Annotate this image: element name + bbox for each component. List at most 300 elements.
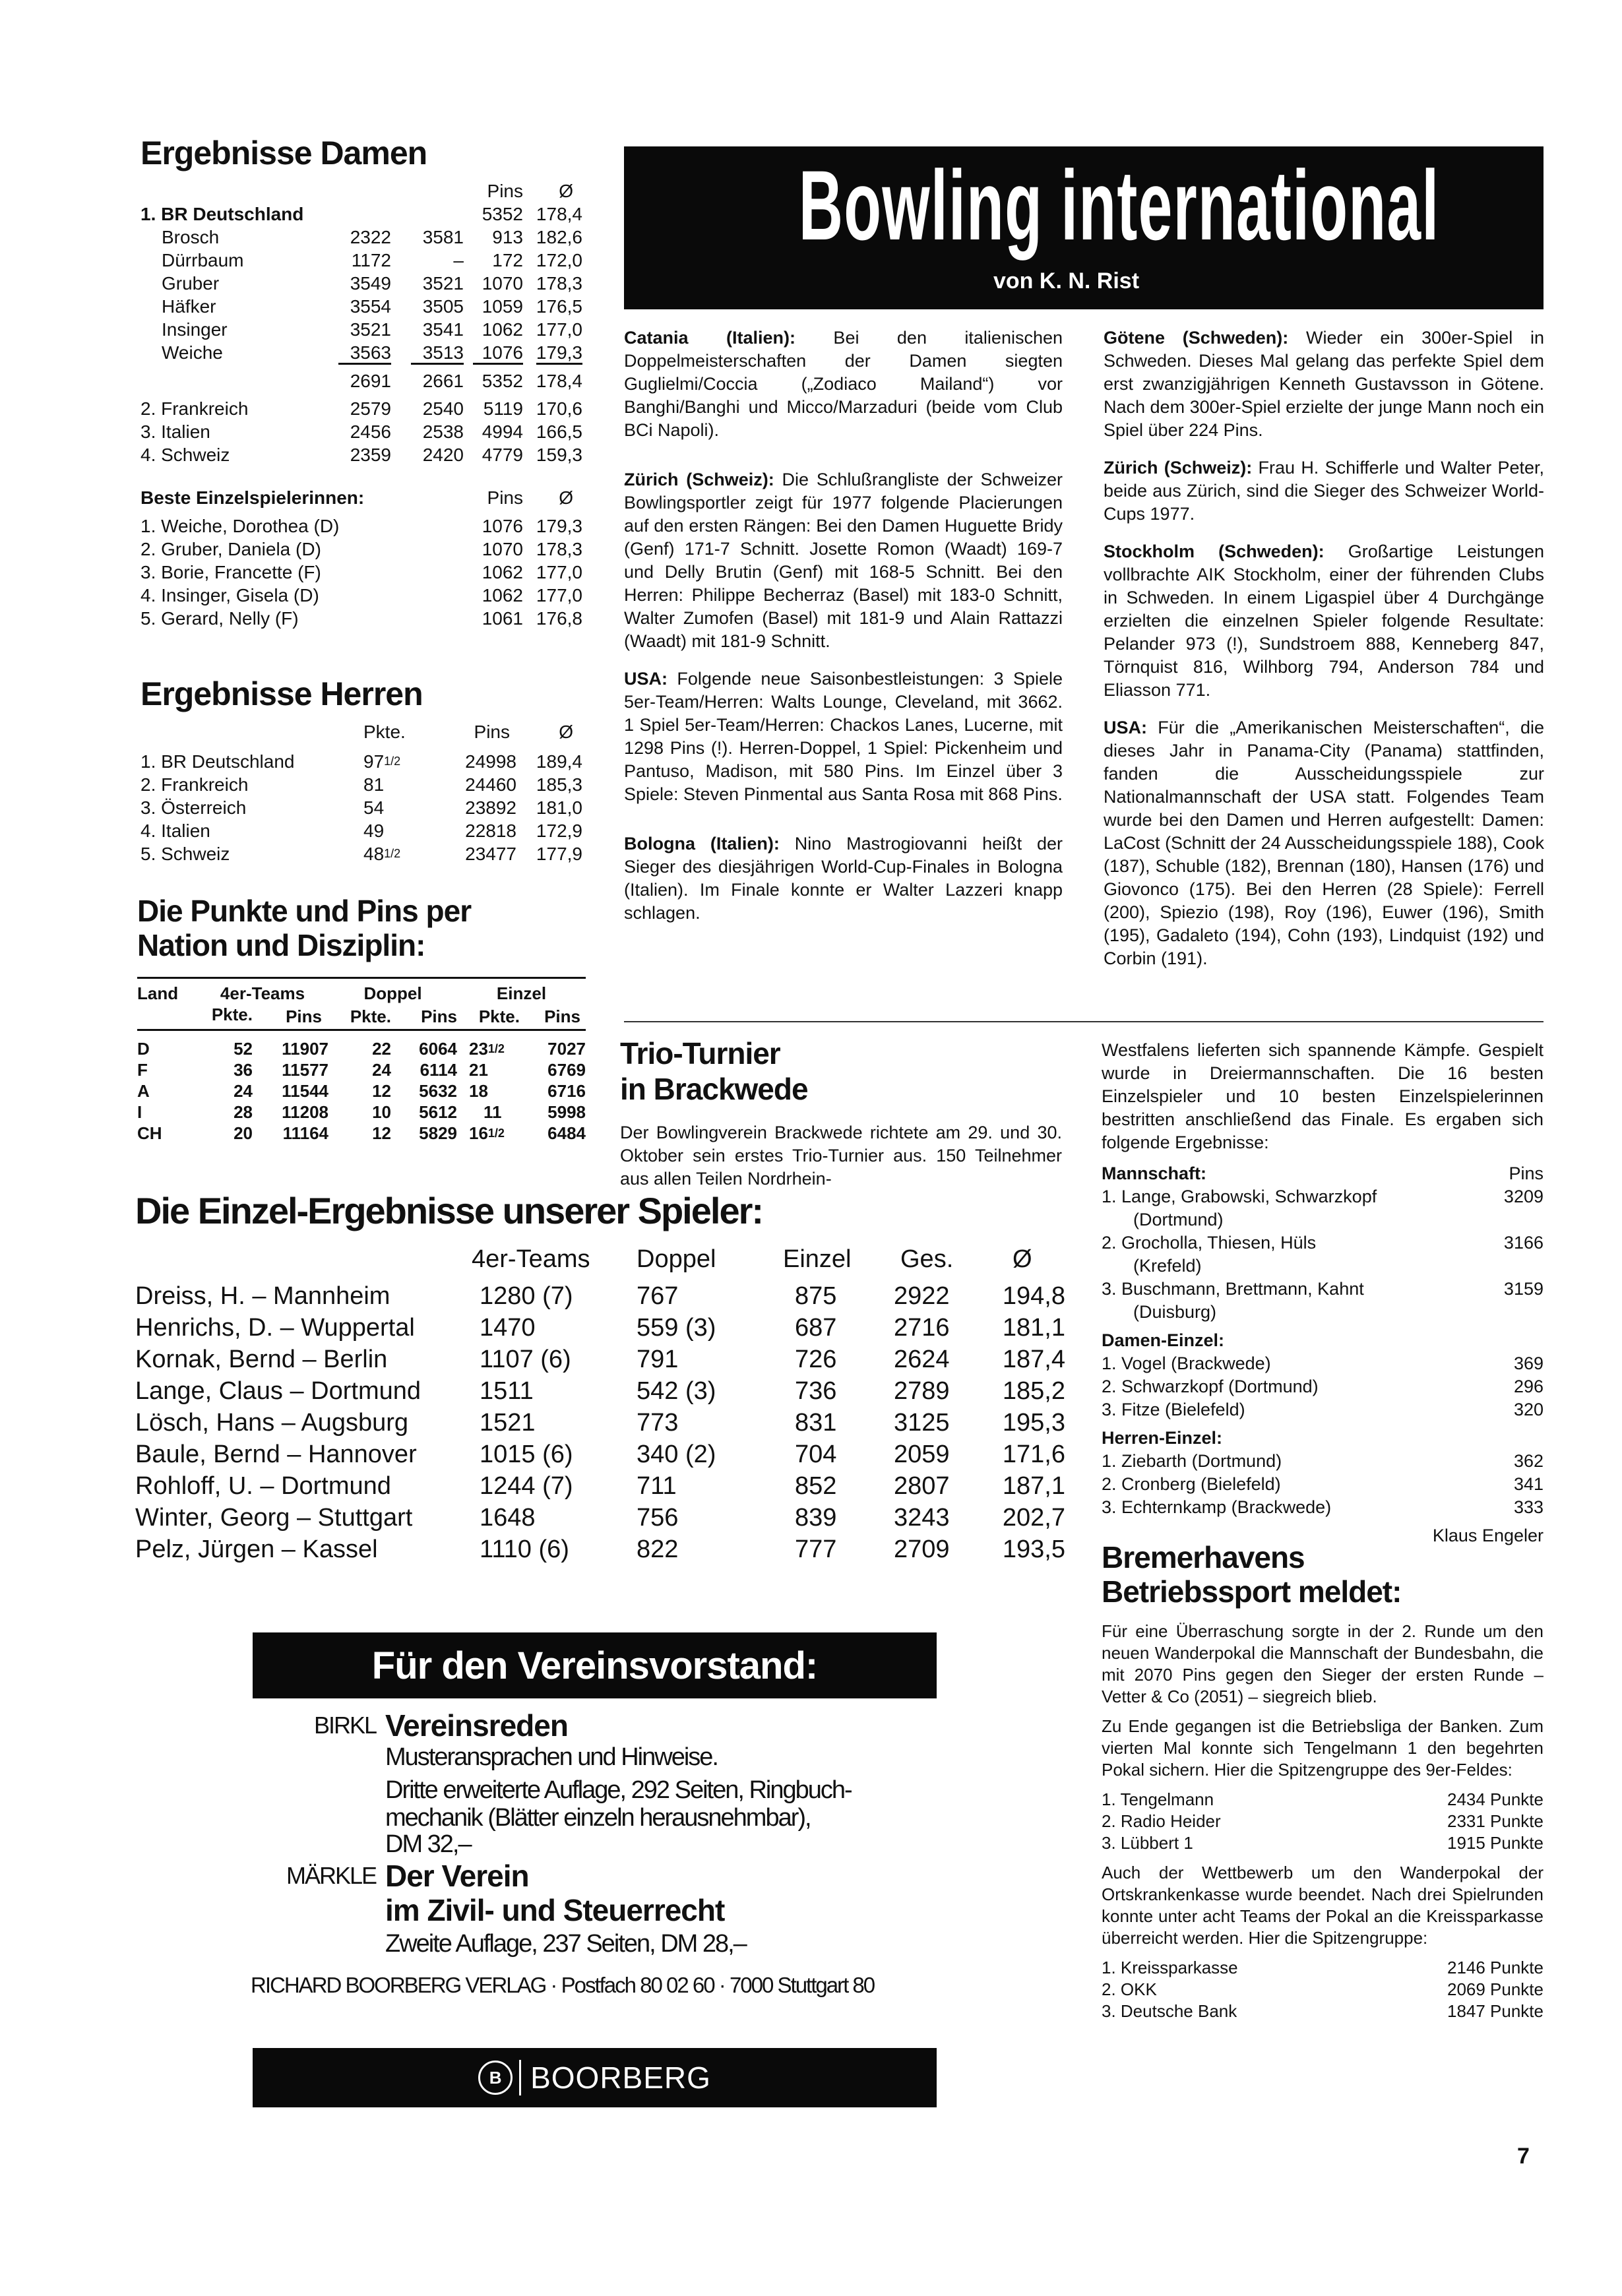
cell: 49: [363, 821, 385, 841]
cell: 11: [483, 1101, 502, 1122]
bremerhaven-title-line2: Betriebssport meldet:: [1102, 1574, 1402, 1609]
cell: Dürrbaum: [162, 250, 244, 270]
cell: 2789: [894, 1377, 950, 1405]
table-row: [140, 842, 582, 865]
cell: I: [137, 1101, 142, 1122]
damen-section: [140, 135, 582, 630]
col-einzel: Einzel: [783, 1245, 852, 1273]
mannschaft-header: [1102, 1162, 1544, 1185]
team-points: 1915 Punkte: [1447, 1833, 1544, 1853]
cell: 2709: [894, 1535, 950, 1563]
cell: 1062: [482, 319, 523, 340]
cell: 193,5: [1002, 1535, 1065, 1563]
list-item: [1102, 1278, 1544, 1324]
cell: 3581: [422, 227, 464, 247]
table-row: [135, 1312, 1065, 1344]
trio-title-line1: Trio-Turnier: [620, 1036, 780, 1070]
cell: 172,9: [536, 821, 582, 841]
cell: 791: [637, 1345, 679, 1373]
cell: 773: [637, 1408, 679, 1437]
book-author: MÄRKLE: [286, 1862, 376, 1889]
cell: 3. Italien: [140, 421, 210, 442]
damen-header-row: [140, 179, 582, 202]
cell: 5352: [482, 204, 523, 224]
cell: 2. Frankreich: [140, 774, 249, 795]
ad-books: [251, 1708, 950, 1999]
team-name: 3. Deutsche Bank: [1102, 2001, 1237, 2021]
total-row: [140, 364, 582, 397]
cell: 4779: [482, 445, 523, 465]
cell: 852: [795, 1472, 837, 1500]
team-name: 2. Grocholla, Thiesen, Hüls: [1102, 1233, 1317, 1253]
table-row: [135, 1344, 1065, 1375]
table-row: [140, 584, 582, 607]
cell: 172,0: [536, 250, 582, 270]
team-points: 2146 Punkte: [1447, 1958, 1544, 1977]
cell: 3505: [422, 296, 464, 317]
news-lead: USA:: [1104, 718, 1147, 737]
cell: 21: [469, 1059, 488, 1080]
cell: 542 (3): [637, 1377, 716, 1405]
fraction: 1/2: [487, 1041, 505, 1055]
team-name: 1. BR Deutschland: [140, 204, 304, 224]
table-row: [137, 1038, 586, 1059]
cell: 177,0: [536, 585, 582, 605]
col-avg: Ø: [559, 487, 573, 508]
col-avg: Ø: [559, 181, 573, 201]
cell: 16: [469, 1123, 488, 1143]
cell: 777: [795, 1535, 837, 1563]
col-pins: Pins: [544, 1007, 580, 1026]
cell: 3549: [350, 273, 391, 294]
cell: 12: [372, 1123, 391, 1143]
cell: 10: [372, 1101, 391, 1122]
table-row: [140, 819, 582, 842]
cell: 2540: [422, 398, 464, 419]
player-name: 3. Echternkamp (Brackwede): [1102, 1497, 1332, 1517]
list-item: [1102, 1398, 1544, 1421]
cell: 2420: [422, 445, 464, 465]
player-name: 1. Vogel (Brackwede): [1102, 1353, 1271, 1373]
pins-label: Pins: [1509, 1164, 1544, 1183]
cell: 2579: [350, 398, 391, 419]
cell: Lösch, Hans – Augsburg: [135, 1408, 409, 1437]
table-row: [135, 1375, 1065, 1407]
cell: 179,3: [536, 342, 582, 365]
team-pins: 3159: [1503, 1279, 1544, 1299]
trio-results: [1102, 1039, 1544, 1547]
team-name: 1. Lange, Grabowski, Schwarzkopf: [1102, 1187, 1377, 1206]
news-lead: Zürich (Schweiz):: [1104, 458, 1253, 478]
news-item: [624, 468, 1063, 653]
cell: 4. Insinger, Gisela (D): [140, 585, 319, 605]
cell: 97: [363, 751, 385, 772]
list-item: [1102, 1832, 1544, 1854]
cell: 23892: [465, 797, 516, 818]
cell: 54: [363, 797, 385, 818]
list-item: [1102, 1375, 1544, 1398]
cell: 831: [795, 1408, 837, 1437]
table-row: [140, 341, 582, 364]
table-row: [135, 1502, 1065, 1534]
cell: 1059: [482, 296, 523, 317]
best-title: Beste Einzelspielerinnen:: [140, 487, 365, 508]
cell: 2. Gruber, Daniela (D): [140, 539, 321, 559]
cell: 176,8: [536, 608, 582, 629]
player-pins: 320: [1513, 1400, 1544, 1419]
table-row: [140, 773, 582, 796]
cell: 726: [795, 1345, 837, 1373]
news-lead: Zürich (Schweiz):: [624, 470, 774, 489]
news-item: [1104, 716, 1544, 970]
cell: 20: [234, 1123, 253, 1143]
cell: 2059: [894, 1440, 950, 1468]
cell: Häfker: [162, 296, 216, 317]
cell: 181,1: [1002, 1313, 1065, 1342]
cell: Weiche: [162, 342, 223, 363]
herren-section: [140, 676, 582, 865]
cell: 36: [234, 1059, 253, 1080]
einzel-title: Die Einzel-Ergebnisse unserer Spieler:: [135, 1190, 763, 1231]
damen-table: [140, 179, 582, 466]
cell: 181,0: [536, 797, 582, 818]
paragraph: Für eine Überraschung sorgte in der 2. Runde um den neuen Wanderpokal die Mannschaft der Bundesbahn, die mit 2070 Pins gegen den Sieger der ersten Runde – Vetter & Co (2051) – siegreich blieb.: [1102, 1621, 1544, 1706]
cell: 1107 (6): [480, 1345, 571, 1373]
team-points: 2331 Punkte: [1447, 1811, 1544, 1831]
table-row: [140, 226, 582, 249]
cell: 2322: [350, 227, 391, 247]
team-name: 2. OKK: [1102, 1979, 1157, 1999]
team-name: 2. Radio Heider: [1102, 1811, 1221, 1831]
mannschaft-label: Mannschaft:: [1102, 1164, 1207, 1183]
col-pkte: Pkte.: [478, 1007, 520, 1026]
player-pins: 362: [1513, 1451, 1544, 1471]
cell: 24: [372, 1059, 391, 1080]
cell: 3521: [350, 319, 391, 340]
cell: 1470: [480, 1313, 536, 1342]
news-item: [624, 667, 1063, 806]
cell: 170,6: [536, 398, 582, 419]
cell: 2807: [894, 1472, 950, 1500]
cell: A: [137, 1080, 150, 1101]
nation-title-line1: Die Punkte und Pins per: [137, 894, 472, 928]
book-desc: mechanik (Blätter einzeln herausnehmbar),: [385, 1804, 811, 1832]
news-lead: Götene (Schweden):: [1104, 328, 1289, 348]
cell: 559 (3): [637, 1313, 716, 1342]
book-title: Vereinsreden: [385, 1708, 568, 1743]
einzel-header-row: [135, 1243, 1065, 1275]
cell: 1015 (6): [480, 1440, 573, 1468]
col-ges: Ges.: [900, 1245, 954, 1273]
list-item: [1102, 1352, 1544, 1375]
cell: 159,3: [536, 445, 582, 465]
cell: 1070: [482, 539, 523, 559]
logo-divider: [519, 2060, 521, 2095]
cell: 23477: [465, 844, 516, 864]
table-row: [140, 295, 582, 318]
cell: 6064: [419, 1038, 457, 1059]
cell: 756: [637, 1503, 679, 1532]
table-row: [140, 272, 582, 295]
cell: 3125: [894, 1408, 950, 1437]
cell: 176,5: [536, 296, 582, 317]
nation-section: [137, 894, 586, 1144]
publisher-address: RICHARD BOORBERG VERLAG · Postfach 80 02 60 · 7000 Stuttgart 80: [251, 1973, 875, 1997]
cell: 187,1: [1002, 1472, 1065, 1500]
col-pins: Pins: [487, 181, 523, 201]
player-pins: 296: [1513, 1377, 1544, 1396]
boorberg-logo-icon: [478, 2061, 513, 2095]
list-item: [1102, 1231, 1544, 1278]
news-text: Für die „Amerikanischen Meisterschaften“, die dieses Jahr in Panama-City (Panama) stattfinden, fanden die Ausscheidungsspiele zur Nationalmannschaft der USA statt. Folgendes Team wurde bei den Damen und Herren aufgestellt: Damen: LaCost (Schnitt der 24 Ausscheidungsspiele 188), Cook (187), Schuble (182), Brennan (180), Hansen (176) und Giovonco (175). Bei den Herren (28 Spiele): Ferrell (200), Spiezio (198), Roy (196), Euwer (196), Smith (195), Gadaleto (194), Cohn (193), Lindquist (192) und Corbin (191).: [1104, 718, 1544, 968]
news-lead: Bologna (Italien):: [624, 834, 780, 853]
list-item: [1102, 1957, 1544, 1979]
cell: 178,4: [536, 370, 582, 391]
fraction: 1/2: [384, 847, 401, 860]
list-item: [1102, 1789, 1544, 1811]
cell: 2456: [350, 421, 391, 442]
col-avg: Ø: [1013, 1245, 1032, 1273]
cell: 179,3: [536, 516, 582, 536]
cell: Rohloff, U. – Dortmund: [135, 1472, 391, 1500]
news-text: Die Schlußrangliste der Schweizer Bowlingsportler zeigt für 1977 folgende Placierungen auf den ersten Rängen: Bei den Damen Huguette Bridy (Genf) 171-7 Schnitt. Josette Romon (Waadt) 169-7 und Delly Brutin (Genf) mit 168-5 Schnitt. Bei den Herren: Philippe Becherraz (Basel) mit 183-0 Schnitt, Walter Zumofen (Basel) mit 181-9 und Alain Rattazzi (Waadt) mit 181-9 Schnitt.: [624, 470, 1063, 651]
logo-mark: B: [489, 2067, 502, 2088]
cell: 11164: [282, 1123, 328, 1143]
news-item: [1104, 540, 1544, 702]
cell: 11544: [282, 1080, 328, 1101]
cell: 187,4: [1002, 1345, 1065, 1373]
bremerhaven-title-line1: Bremerhavens: [1102, 1540, 1305, 1574]
col-pins: Pins: [474, 722, 510, 742]
list-item: [1102, 1811, 1544, 1832]
cell: 48: [363, 844, 385, 864]
table-row: [140, 420, 582, 443]
page-number: 7: [1517, 2144, 1530, 2169]
cell: 172: [492, 250, 523, 270]
cell: 3541: [422, 319, 464, 340]
cell: Baule, Bernd – Hannover: [135, 1440, 417, 1468]
table-row: [135, 1407, 1065, 1439]
trio-title: [620, 1036, 1062, 1107]
ad-header-text: Für den Vereinsvorstand:: [371, 1644, 818, 1687]
news-text: Bei den italienischen Doppelmeisterschaften der Damen siegten Guglielmi/Coccia („Zodiaco Mailand“) vor Banghi/Banghi und Micco/Marzaduri (beide vom Club BCi Napoli).: [624, 328, 1063, 440]
col-pkte: Pkte.: [363, 722, 406, 742]
cell: 1511: [480, 1377, 534, 1405]
cell: 12: [372, 1080, 391, 1101]
cell: 1244 (7): [480, 1472, 573, 1500]
cell: 18: [469, 1080, 488, 1101]
book-title: im Zivil- und Steuerrecht: [385, 1893, 725, 1927]
book-desc: Zweite Auflage, 237 Seiten, DM 28,–: [385, 1930, 746, 1958]
cell: 178,3: [536, 539, 582, 559]
cell: 3. Borie, Francette (F): [140, 562, 321, 582]
cell: 178,4: [536, 204, 582, 224]
cell: 11907: [282, 1038, 328, 1059]
cell: 767: [637, 1282, 679, 1310]
cell: 2359: [350, 445, 391, 465]
list-item: [1102, 1979, 1544, 2001]
team-pins: 3166: [1503, 1233, 1544, 1253]
list-item: [1102, 1496, 1544, 1519]
paragraph: Auch der Wettbewerb um den Wanderpokal der Ortskrankenkasse wurde beendet. Nach drei Spielrunden konnte unter acht Teams der Pokal an die Kreissparkasse überreicht werden. Hier die Spitzengruppe:: [1102, 1863, 1544, 1948]
table-row: [137, 1059, 586, 1080]
cell: 1070: [482, 273, 523, 294]
cell: 1. Weiche, Dorothea (D): [140, 516, 340, 536]
cell: 5119: [483, 398, 523, 419]
cell: 913: [492, 227, 523, 247]
col-4er-teams: 4er-Teams: [472, 1245, 590, 1273]
cell: 6484: [547, 1123, 586, 1143]
cell: 185,2: [1002, 1377, 1065, 1405]
damen-title: Ergebnisse Damen: [140, 135, 427, 171]
cell: D: [137, 1038, 150, 1059]
cell: 171,6: [1002, 1440, 1065, 1468]
news-item: [624, 326, 1063, 442]
cell: 166,5: [536, 421, 582, 442]
news-text: Nino Mastrogiovanni heißt der Sieger des diesjährigen World-Cup-Finales in Bologna (Italien). Im Finale konnte er Walter Lazzeri knapp schlagen.: [624, 834, 1063, 923]
nation-title-line2: Nation und Disziplin:: [137, 928, 425, 962]
table-row: [140, 750, 582, 773]
herren-title: Ergebnisse Herren: [140, 675, 423, 712]
book-desc: Dritte erweiterte Auflage, 292 Seiten, Ringbuch-: [385, 1776, 852, 1804]
cell: –: [453, 250, 464, 270]
sub-header-row: [137, 1004, 586, 1030]
team-name: 3. Lübbert 1: [1102, 1833, 1193, 1853]
author: Klaus Engeler: [1432, 1526, 1544, 1545]
cell: 340 (2): [637, 1440, 716, 1468]
cell: 52: [234, 1038, 253, 1059]
group-header-row: [137, 978, 586, 1005]
cell: 3554: [350, 296, 391, 317]
herren-einzel-label: Herren-Einzel:: [1102, 1428, 1223, 1448]
table-row: [140, 318, 582, 341]
team-points: 1847 Punkte: [1447, 2001, 1544, 2021]
einzel-section: [135, 1191, 1072, 1565]
table-row: [135, 1470, 1065, 1502]
banner-title: Bowling international: [798, 150, 1440, 261]
table-row: [137, 1101, 586, 1123]
col-pins: Pins: [487, 487, 523, 508]
cell: 5998: [547, 1101, 586, 1122]
cell: 81: [363, 774, 385, 795]
bremerhaven-section: [1102, 1540, 1544, 2022]
trio-intro: Der Bowlingverein Brackwede richtete am 29. und 30. Oktober sein erstes Trio-Turnier aus. 150 Teilnehmer aus allen Teilen Nordrhein-: [620, 1123, 1062, 1189]
cell: Winter, Georg – Stuttgart: [135, 1503, 413, 1532]
section-divider: [624, 1021, 1544, 1022]
col-doppel: Doppel: [637, 1245, 716, 1273]
team-name: 1. Kreissparkasse: [1102, 1958, 1238, 1977]
einzel-table: [135, 1243, 1065, 1565]
logo-text: BOORBERG: [530, 2061, 711, 2095]
news-text: Folgende neue Saisonbestleistungen: 3 Spiele 5er-Team/Herren: Walts Lounge, Cleveland, mit 3662. 1 Spiel 5er-Team/Herren: Chackos Lanes, Lucerne, mit 1298 Pins (!). Herren-Doppel, 1 Spiel: Pickenheim und Pantuso, Madison, mit 580 Pins. Im Einzel über 3 Spiele: Steven Pinmental aus Santa Rosa mit 868 Pins.: [624, 669, 1063, 804]
book-title: Der Verein: [385, 1859, 529, 1893]
col-4er-teams: 4er-Teams: [220, 983, 305, 1003]
col-pins: Pins: [286, 1007, 322, 1026]
cell: 6769: [547, 1059, 586, 1080]
list-item: [1102, 1450, 1544, 1473]
cell: 1076: [473, 342, 523, 365]
nation-table: [137, 977, 586, 1144]
trio-title-line2: in Brackwede: [620, 1072, 808, 1106]
cell: 3521: [422, 273, 464, 294]
table-row: [137, 1123, 586, 1144]
table-row: [137, 1080, 586, 1101]
cell: CH: [137, 1123, 162, 1143]
team-name: 1. Tengelmann: [1102, 1789, 1214, 1809]
news-text: Frau H. Schifferle und Walter Peter, beide aus Zürich, sind die Sieger des Schweizer World-Cups 1977.: [1104, 458, 1545, 524]
book-author: BIRKL: [313, 1712, 376, 1739]
boorberg-logo-banner: [253, 2048, 937, 2107]
news-lead: USA:: [624, 669, 668, 689]
cell: 1172: [351, 250, 391, 270]
team-pins: 3209: [1503, 1187, 1544, 1206]
cell: 1062: [482, 562, 523, 582]
cell: 3563: [338, 342, 391, 365]
cell: 1061: [482, 608, 523, 629]
cell: 22: [372, 1038, 391, 1059]
cell: 4994: [482, 421, 523, 442]
cell: 195,3: [1002, 1408, 1065, 1437]
cell: 5612: [419, 1101, 457, 1122]
col-land: Land: [137, 983, 179, 1003]
cell: 202,7: [1002, 1503, 1065, 1532]
player-name: 1. Ziebarth (Dortmund): [1102, 1451, 1282, 1471]
cell: 22818: [465, 821, 516, 841]
cell: 2922: [894, 1282, 950, 1310]
cell: 1110 (6): [480, 1535, 569, 1563]
news-item: [624, 832, 1063, 925]
table-row: [140, 561, 582, 584]
table-row: [140, 538, 582, 561]
cell: 687: [795, 1313, 837, 1342]
team-points: 2069 Punkte: [1447, 1979, 1544, 1999]
cell: 4. Schweiz: [140, 445, 230, 465]
cell: 711: [637, 1472, 677, 1500]
col-pins: Pins: [421, 1007, 457, 1026]
cell: 24998: [465, 751, 516, 772]
player-pins: 341: [1513, 1474, 1544, 1494]
player-name: 2. Schwarzkopf (Dortmund): [1102, 1377, 1319, 1396]
cell: 24: [234, 1080, 253, 1101]
fraction: 1/2: [384, 755, 401, 768]
cell: 182,6: [536, 227, 582, 247]
book-desc: Musteransprachen und Hinweise.: [385, 1743, 718, 1771]
list-item: [1102, 1185, 1544, 1231]
cell: 177,9: [536, 844, 582, 864]
table-row: [135, 1534, 1065, 1565]
news-lead: Stockholm (Schweden):: [1104, 542, 1325, 561]
news-lead: Catania (Italien):: [624, 328, 795, 348]
table-row: [140, 514, 582, 538]
cell: 2716: [894, 1313, 950, 1342]
col-pkte: Pkte.: [211, 1005, 253, 1024]
team-points: 2434 Punkte: [1447, 1789, 1544, 1809]
cell: 1062: [482, 585, 523, 605]
cell: 185,3: [536, 774, 582, 795]
news-item: [1104, 456, 1544, 526]
list-item: [1102, 2001, 1544, 2022]
cell: Brosch: [162, 227, 220, 247]
col-avg: Ø: [559, 722, 573, 742]
cell: Henrichs, D. – Wuppertal: [135, 1313, 415, 1342]
cell: 6114: [420, 1059, 457, 1080]
cell: 11208: [282, 1101, 328, 1122]
cell: 2661: [422, 370, 464, 391]
news-item: [1104, 326, 1544, 442]
cell: 839: [795, 1503, 837, 1532]
best-header-row: [140, 486, 582, 509]
cell: 2. Frankreich: [140, 398, 249, 419]
